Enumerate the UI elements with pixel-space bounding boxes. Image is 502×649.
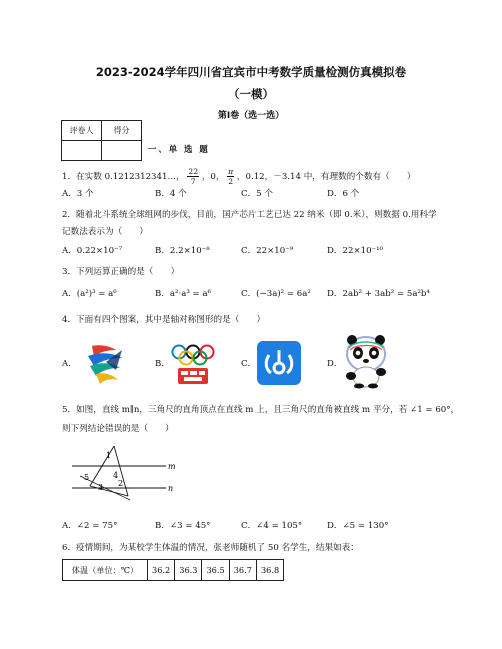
q5-option-d[interactable]: D．∠5 = 130° — [327, 521, 389, 531]
score-cell-score[interactable] — [102, 141, 142, 161]
q4-label-c[interactable]: C． — [241, 359, 257, 369]
angle-5-label: 5 — [84, 473, 90, 482]
app-logo-icon — [257, 341, 301, 385]
q3-option-b[interactable]: B．a²·a³ = a⁶ — [155, 289, 212, 299]
q5-line2: 则下列结论错误的是（ ） — [62, 424, 174, 434]
score-box — [61, 120, 142, 161]
q2-option-b[interactable]: B．2.2×10⁻⁸ — [155, 246, 210, 256]
q2-option-d[interactable]: D．22×10⁻¹⁰ — [327, 246, 383, 256]
q1-mid: ，0， — [201, 172, 225, 182]
q2-line1: 2．随着北斗系统全球组网的步伐，目前，国产芯片工艺已达 22 纳米（即 0.米），则数据 0.用科学 — [62, 210, 437, 220]
q4-label-b[interactable]: B． — [155, 359, 170, 369]
score-col-score: 得分 — [102, 121, 142, 141]
q5-option-c[interactable]: C．∠4 = 105° — [241, 521, 303, 531]
score-cell-grader[interactable] — [62, 141, 102, 161]
q1-stem — [62, 167, 415, 186]
q5-geometry-figure — [68, 440, 176, 514]
q6-stem: 6．疫情期间，为某校学生体温的情况，张老师随机了 50 名学生，结果如表： — [62, 543, 359, 553]
q1-option-a[interactable]: A．3 个 — [62, 189, 94, 199]
q1-frac2 — [227, 167, 234, 186]
q1-option-c[interactable]: C．5 个 — [241, 189, 273, 199]
q2-option-a[interactable]: A．0.22×10⁻⁷ — [62, 246, 123, 256]
angle-3-label: 3 — [98, 483, 104, 492]
q5-option-b[interactable]: B．∠3 = 45° — [155, 521, 211, 531]
page-title: 2023-2024学年四川省宜宾市中考数学质量检测仿真模拟卷 — [95, 65, 407, 79]
temperature-cell: 36.3 — [175, 560, 202, 581]
q4-label-a[interactable]: A． — [62, 359, 77, 369]
temperature-table — [62, 559, 284, 581]
line-m-label: m — [168, 462, 176, 471]
line-n-label: n — [168, 484, 174, 493]
winter-games-emblem-icon — [82, 340, 132, 386]
q1-frac2-den: 2 — [228, 177, 234, 186]
q1-frac1-den: 7 — [190, 177, 196, 186]
volume-title: 第Ⅰ卷（选一选） — [217, 111, 285, 121]
q2-line2: 记数法表示为（ ） — [62, 227, 148, 237]
q1-frac1 — [187, 167, 199, 186]
q1-pre: 1．在实数 0.1212312341…， — [62, 172, 185, 182]
q4-label-d[interactable]: D． — [327, 359, 343, 369]
q1-post: ，0.12，－3.14 中，有理数的个数有（ ） — [236, 172, 416, 182]
q3-option-d[interactable]: D．2ab² + 3ab² = 5a²b⁴ — [327, 289, 430, 299]
q1-frac2-num: π — [228, 167, 234, 176]
q3-option-a[interactable]: A．(a²)³ = a⁶ — [62, 289, 117, 299]
q2-option-c[interactable]: C．22×10⁻⁹ — [241, 246, 294, 256]
temperature-cell: 36.8 — [256, 560, 283, 581]
q1-option-d[interactable]: D．6 个 — [327, 189, 360, 199]
temperature-cell: 36.2 — [148, 560, 175, 581]
score-col-grader: 评卷人 — [62, 121, 102, 141]
q1-option-b[interactable]: B．4 个 — [155, 189, 187, 199]
q4-stem: 4．下面有四个图案，其中是轴对称图形的是（ ） — [62, 315, 266, 325]
q5-line1: 5．如图，直线 m∥n，三角尺的直角顶点在直线 m 上，且三角尺的直角被直线 m 平分，若 ∠1 = 60°， — [62, 405, 460, 415]
q1-frac1-num: 22 — [188, 167, 199, 176]
q3-option-c[interactable]: C．(−3a)² = 6a² — [241, 289, 311, 299]
temperature-cell: 36.7 — [229, 560, 256, 581]
temperature-header: 体温（单位：℃） — [63, 560, 148, 581]
angle-1-label: 1 — [106, 451, 112, 460]
q5-option-a[interactable]: A．∠2 = 75° — [62, 521, 118, 531]
panda-mascot-icon — [340, 334, 392, 388]
q3-stem: 3．下列运算正确的是（ ） — [62, 267, 180, 277]
angle-4-label: 4 — [113, 471, 119, 480]
angle-2-label: 2 — [118, 479, 124, 488]
temperature-cell: 36.5 — [202, 560, 229, 581]
section-heading: 一、单 选 题 — [148, 144, 210, 154]
olympic-rings-icon — [170, 342, 216, 388]
page-subtitle: （一模） — [228, 87, 274, 101]
